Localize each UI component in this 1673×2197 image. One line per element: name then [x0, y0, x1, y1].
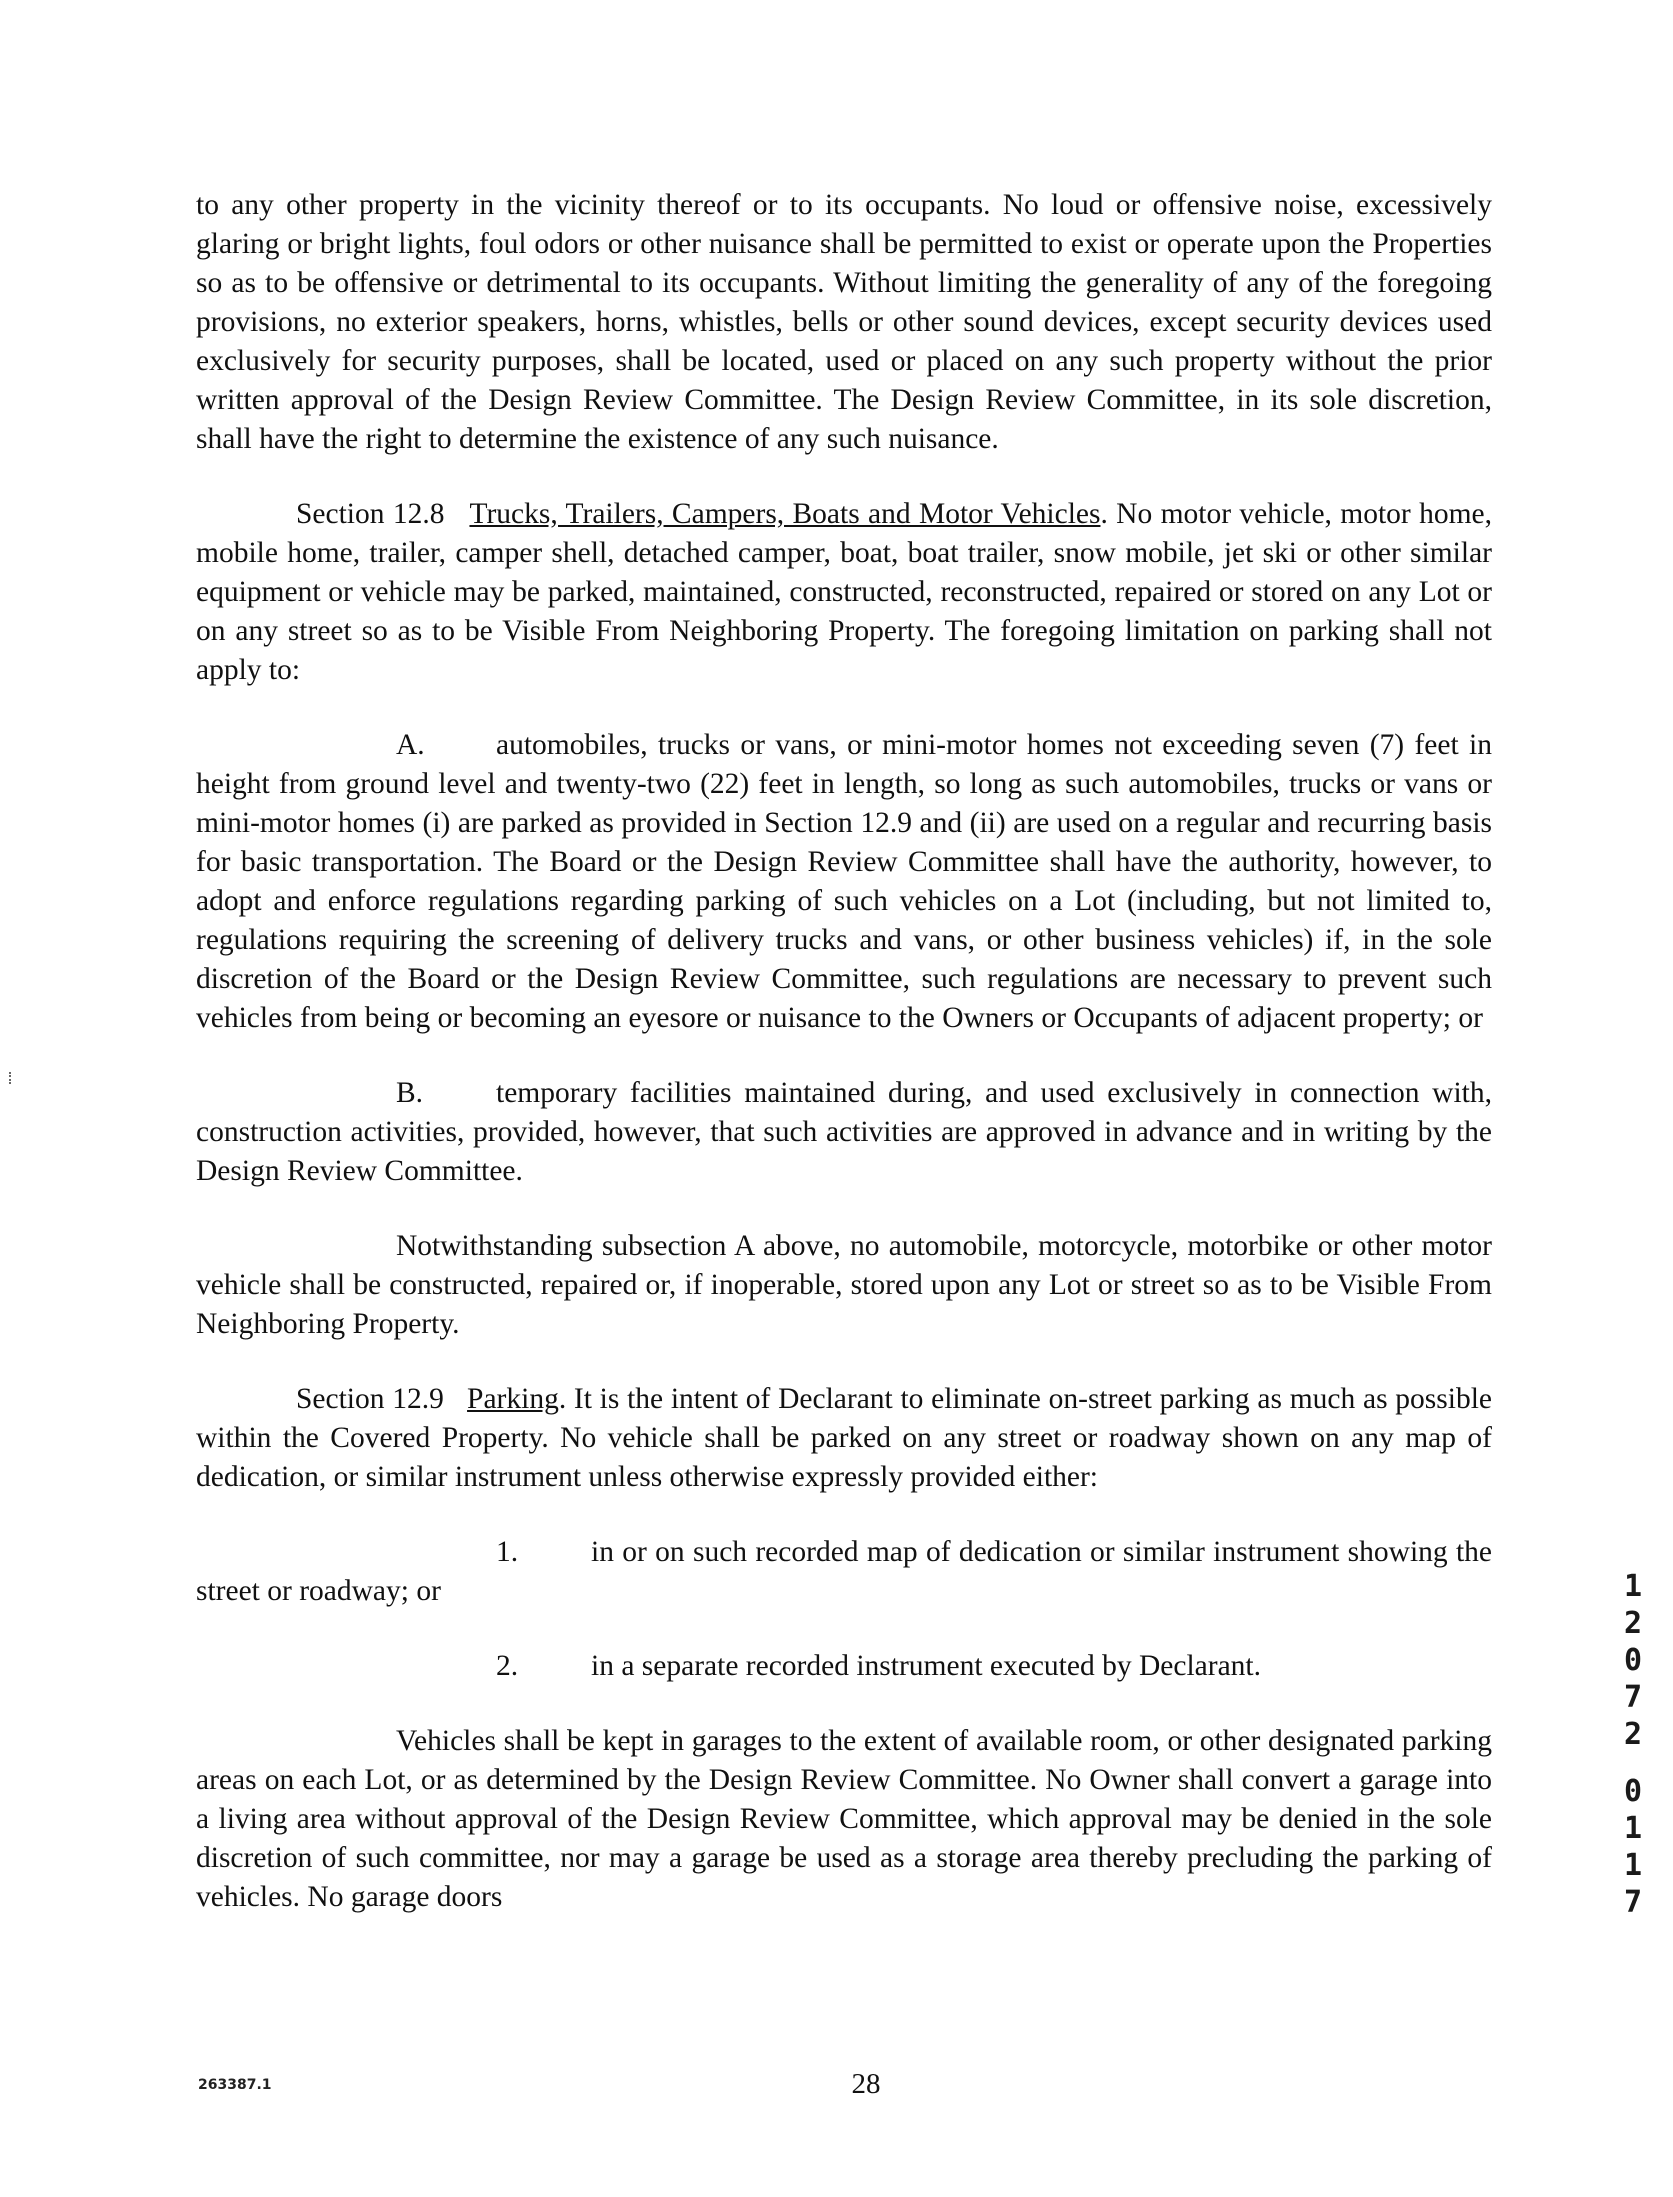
stamp-digit: 1: [1623, 1848, 1643, 1883]
stamp-digit: 0: [1623, 1643, 1643, 1678]
subsection-b-label: B.: [396, 1077, 424, 1109]
section-12-9: [196, 1380, 1492, 1497]
page-number: 28: [851, 2068, 881, 2100]
numbered-item-1-label: 1.: [496, 1536, 519, 1568]
stamp-digit: 7: [1623, 1680, 1643, 1715]
scan-margin-mark: [9, 1072, 13, 1084]
stamp-digit: 1: [1623, 1569, 1643, 1604]
stamp-digit: 7: [1623, 1885, 1643, 1920]
paragraph-notwithstanding: Notwithstanding subsection A above, no automobile, motorcycle, motorbike or other motor vehicle shall be constructed, repaired or, if inoperable, stored upon any Lot or street so as to be Visible From Neighboring Property.: [196, 1230, 1492, 1340]
numbered-item-2: [196, 1647, 1492, 1686]
subsection-b-text: temporary facilities maintained during, and used exclusively in connection with, construction activities, provided, however, that such activities are approved in advance and in writing by the Design Review Committee.: [196, 1077, 1492, 1187]
subsection-a-text: automobiles, trucks or vans, or mini-motor homes not exceeding seven (7) feet in height from ground level and twenty-two (22) feet in length, so long as such automobiles, trucks or vans or mini-motor homes (i) are parked as provided in Section 12.9 and (ii) are used on a regular and recurring basis for basic transportation. The Board or the Design Review Committee shall have the authority, however, to adopt and enforce regulations regarding parking of such vehicles on a Lot (including, but not limited to, regulations requiring the screening of delivery trucks and vans, or other business vehicles) if, in the sole discretion of the Board or the Design Review Committee, such regulations are necessary to prevent such vehicles from being or becoming an eyesore or nuisance to the Owners or Occupants of adjacent property; or: [196, 729, 1492, 1034]
stamp-digit: 2: [1623, 1717, 1643, 1752]
section-12-9-text: . It is the intent of Declarant to eliminate on-street parking as much as possible within the Covered Property. No vehicle shall be parked on any street or roadway shown on any map of dedication, or similar instrument unless otherwise expressly provided either:: [196, 1383, 1492, 1493]
section-12-8: [196, 495, 1492, 690]
section-12-9-label: Section 12.9: [296, 1383, 444, 1415]
section-12-8-text: . No motor vehicle, motor home, mobile home, trailer, camper shell, detached camper, boat, boat trailer, snow mobile, jet ski or other similar equipment or vehicle may be parked, maintained, constructed, reconstructed, repaired or stored on any Lot or on any street so as to be Visible From Neighboring Property. The foregoing limitation on parking shall not apply to:: [196, 498, 1492, 686]
numbered-item-2-label: 2.: [496, 1650, 519, 1682]
numbered-item-1: [196, 1533, 1492, 1611]
document-id: 263387.1: [198, 2077, 272, 2093]
stamp-digit: 0: [1623, 1774, 1643, 1809]
stamp-digit: 2: [1623, 1606, 1643, 1641]
subsection-a-label: A.: [396, 729, 425, 761]
subsection-b: [196, 1074, 1492, 1191]
subsection-a: [196, 726, 1492, 1038]
stamp-digit: 1: [1623, 1811, 1643, 1846]
section-12-8-title: Trucks, Trailers, Campers, Boats and Motor Vehicles: [469, 498, 1101, 530]
section-12-8-label: Section 12.8: [296, 498, 445, 530]
document-body: [196, 186, 1492, 1953]
numbered-item-1-text: in or on such recorded map of dedication or similar instrument showing the street or roadway; or: [196, 1536, 1492, 1607]
numbered-item-2-text: in a separate recorded instrument executed by Declarant.: [591, 1650, 1261, 1682]
paragraph-nuisance-continued: to any other property in the vicinity thereof or to its occupants. No loud or offensive noise, excessively glaring or bright lights, foul odors or other nuisance shall be permitted to exist or operate upon the Properties so as to be offensive or detrimental to its occupants. Without limiting the generality of any of the foregoing provisions, no exterior speakers, horns, whistles, bells or other sound devices, except security devices used exclusively for security purposes, shall be located, used or placed on any such property without the prior written approval of the Design Review Committee. The Design Review Committee, in its sole discretion, shall have the right to determine the existence of any such nuisance.: [196, 189, 1492, 455]
paragraph-vehicles-garages: Vehicles shall be kept in garages to the extent of available room, or other designated parking areas on each Lot, or as determined by the Design Review Committee. No Owner shall convert a garage into a living area without approval of the Design Review Committee, which approval may be denied in the sole discretion of such committee, nor may a garage be used as a storage area thereby precluding the parking of vehicles. No garage doors: [196, 1725, 1492, 1913]
recording-number-stamp: [1618, 1568, 1648, 1921]
stamp-gap: [1618, 1753, 1648, 1773]
section-12-9-title: Parking: [467, 1383, 559, 1415]
